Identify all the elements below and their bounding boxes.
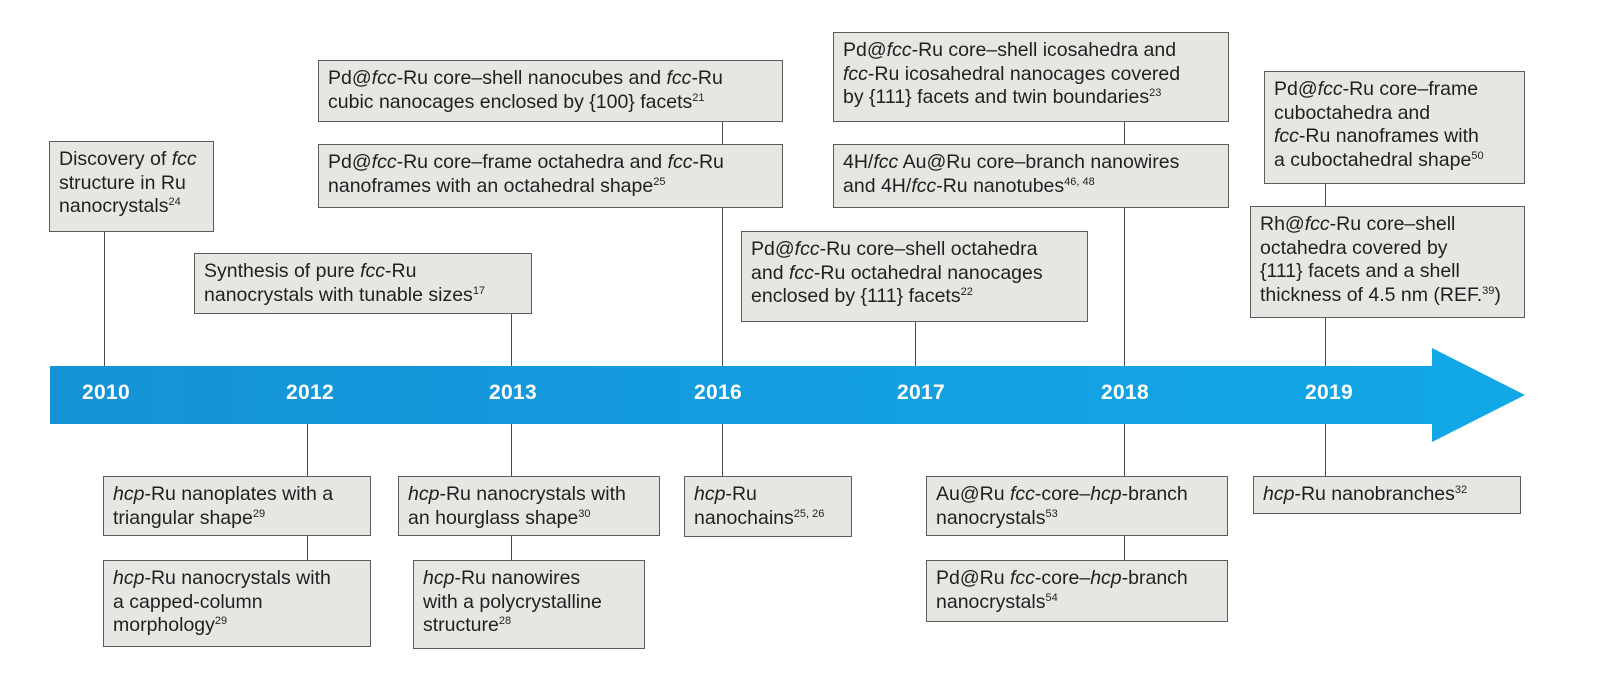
event-box-2012-capped-column: hcp-Ru nanocrystals with a capped-column morphology$^{29}$ bbox=[103, 560, 371, 647]
event-box-2018-icosahedra: Pd@fcc-Ru core–shell icosahedra and fcc-Ru icosahedral nanocages covered by {111} facets and twin boundaries$^{23}$ bbox=[833, 32, 1229, 122]
event-box-2012-nanoplates: hcp-Ru nanoplates with a triangular shape$^{29}$ bbox=[103, 476, 371, 536]
connector-2018-top bbox=[1124, 208, 1125, 366]
event-box-2019-rh-octahedra: Rh@fcc-Ru core–shell octahedra covered by {111} facets and a shell thickness of 4.5 nm (REF.$^{39}$) bbox=[1250, 206, 1525, 318]
event-box-2010-fcc-discovery: Discovery of fcc structure in Ru nanocrystals$^{24}$ bbox=[49, 141, 214, 232]
connector-2012-bottom bbox=[307, 424, 308, 476]
year-label-2017: 2017 bbox=[897, 381, 945, 404]
connector-2016-bottom bbox=[722, 424, 723, 476]
event-box-2018-nanowires: 4H/fcc Au@Ru core–branch nanowires and 4H/fcc-Ru nanotubes$^{46, 48}$ bbox=[833, 144, 1229, 208]
connector-2016-top bbox=[722, 208, 723, 366]
connector-2019-bottom bbox=[1325, 424, 1326, 476]
event-box-2016-octahedra-frames: Pd@fcc-Ru core–frame octahedra and fcc-Ru nanoframes with an octahedral shape$^{25}$ bbox=[318, 144, 783, 208]
event-box-2013-nanowires: hcp-Ru nanowires with a polycrystalline structure$^{28}$ bbox=[413, 560, 645, 649]
connector-2013-top bbox=[511, 314, 512, 366]
connector-2019-top bbox=[1325, 318, 1326, 366]
year-label-2018: 2018 bbox=[1101, 381, 1149, 404]
event-box-2012-fcc-synthesis: Synthesis of pure fcc-Ru nanocrystals with tunable sizes$^{17}$ bbox=[194, 253, 532, 314]
connector-2010 bbox=[104, 232, 105, 366]
year-label-2012: 2012 bbox=[286, 381, 334, 404]
year-label-2013: 2013 bbox=[489, 381, 537, 404]
connector-2013-bottom-inner bbox=[511, 536, 512, 560]
event-box-2016-nanochains: hcp-Ru nanochains$^{25, 26}$ bbox=[684, 476, 852, 537]
event-box-2018-au-branch: Au@Ru fcc-core–hcp-branch nanocrystals$^{53}$ bbox=[926, 476, 1228, 536]
event-box-2019-nanobranches: hcp-Ru nanobranches$^{32}$ bbox=[1253, 476, 1521, 514]
year-label-2010: 2010 bbox=[82, 381, 130, 404]
connector-2012-bottom-inner bbox=[307, 536, 308, 560]
event-box-2019-cuboctahedra: Pd@fcc-Ru core–frame cuboctahedra and fcc-Ru nanoframes with a cuboctahedral shape$^{50}$ bbox=[1264, 71, 1525, 184]
connector-2019-top-inner bbox=[1325, 184, 1326, 206]
connector-2016-top-inner bbox=[722, 122, 723, 144]
connector-2018-top-inner bbox=[1124, 122, 1125, 144]
event-box-2013-hourglass: hcp-Ru nanocrystals with an hourglass shape$^{30}$ bbox=[398, 476, 660, 536]
event-box-2017-octahedra-shell: Pd@fcc-Ru core–shell octahedra and fcc-Ru octahedral nanocages enclosed by {111} facets$^{22}$ bbox=[741, 231, 1088, 322]
year-label-2019: 2019 bbox=[1305, 381, 1353, 404]
connector-2017-top bbox=[915, 322, 916, 366]
connector-2018-bottom bbox=[1124, 424, 1125, 476]
year-label-2016: 2016 bbox=[694, 381, 742, 404]
connector-2013-bottom bbox=[511, 424, 512, 476]
event-box-2018-pd-branch: Pd@Ru fcc-core–hcp-branch nanocrystals$^{54}$ bbox=[926, 560, 1228, 622]
connector-2018-bottom-inner bbox=[1124, 536, 1125, 560]
event-box-2016-nanocubes: Pd@fcc-Ru core–shell nanocubes and fcc-Ru cubic nanocages enclosed by {100} facets$^{21}$ bbox=[318, 60, 783, 122]
